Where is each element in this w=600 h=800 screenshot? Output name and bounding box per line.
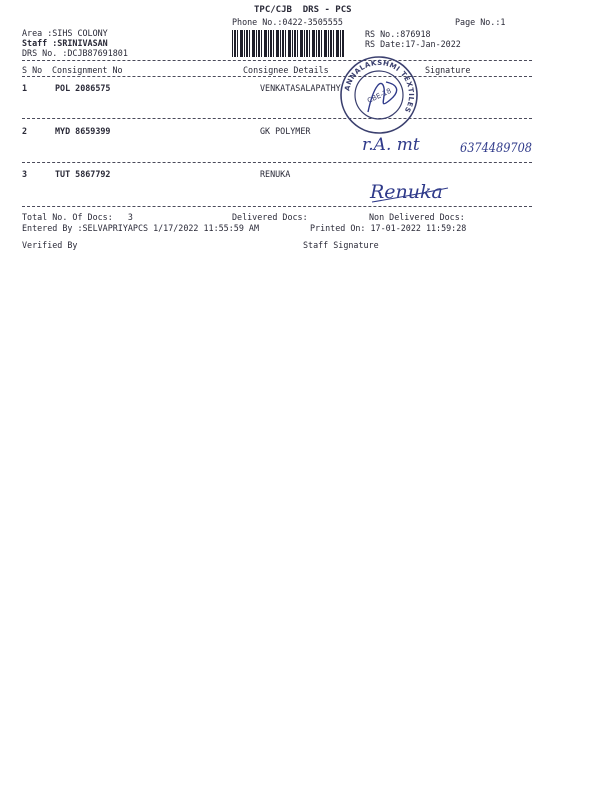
row-2-sno: 2 (22, 126, 28, 136)
delivered-docs: Delivered Docs: (232, 212, 308, 222)
verified-by-label: Verified By (22, 240, 78, 250)
stamp-center-text: CBE-18 (366, 86, 393, 105)
stamp-ring-text: ANNALAKSHMI TEXTILES (343, 58, 416, 115)
rs-number: RS No.:876918 (365, 29, 431, 39)
row-3-consignment: TUT 5867792 (55, 169, 111, 179)
document-title: TPC/CJB DRS - PCS (254, 5, 352, 15)
barcode (232, 30, 344, 57)
staff-field: Staff :SRINIVASAN (22, 38, 108, 48)
drs-number: DRS No. :DCJB87691801 (22, 48, 128, 58)
row-2-signature-name: r.A. mt (362, 135, 420, 155)
total-docs: Total No. Of Docs: 3 (22, 212, 133, 222)
row-2-signature-phone: 6374489708 (460, 141, 532, 156)
row-1-sno: 1 (22, 83, 28, 93)
rs-date: RS Date:17-Jan-2022 (365, 39, 461, 49)
row-1-consignment: POL 2086575 (55, 83, 111, 93)
company-stamp (338, 54, 420, 136)
row-divider (22, 206, 532, 207)
row-divider (22, 162, 532, 163)
row-1-consignee: VENKATASALAPATHY (260, 83, 341, 93)
page-number: Page No.:1 (455, 17, 506, 27)
divider (22, 76, 532, 77)
row-3-consignee: RENUKA (260, 169, 291, 179)
row-3-signature (368, 176, 458, 206)
entered-by: Entered By :SELVAPRIYAPCS 1/17/2022 11:55:59 AM (22, 223, 259, 233)
area-field: Area :SIHS COLONY (22, 28, 108, 38)
row-2-consignment: MYD 8659399 (55, 126, 111, 136)
row-3-signature-name: Renuka (370, 181, 443, 203)
staff-signature-label: Staff Signature (303, 240, 379, 250)
row-divider (22, 118, 532, 119)
column-header-signature: Signature (425, 65, 471, 75)
column-header-consignee: Consignee Details (243, 65, 329, 75)
printed-on: Printed On: 17-01-2022 11:59:28 (310, 223, 467, 233)
divider (22, 60, 532, 61)
row-2-signature (360, 128, 535, 158)
column-header-sno: S No (22, 65, 43, 75)
phone-number: Phone No.:0422-3505555 (232, 17, 343, 27)
column-header-consignment: Consignment No (52, 65, 123, 75)
row-3-sno: 3 (22, 169, 28, 179)
row-2-consignee: GK POLYMER (260, 126, 311, 136)
non-delivered-docs: Non Delivered Docs: (369, 212, 465, 222)
